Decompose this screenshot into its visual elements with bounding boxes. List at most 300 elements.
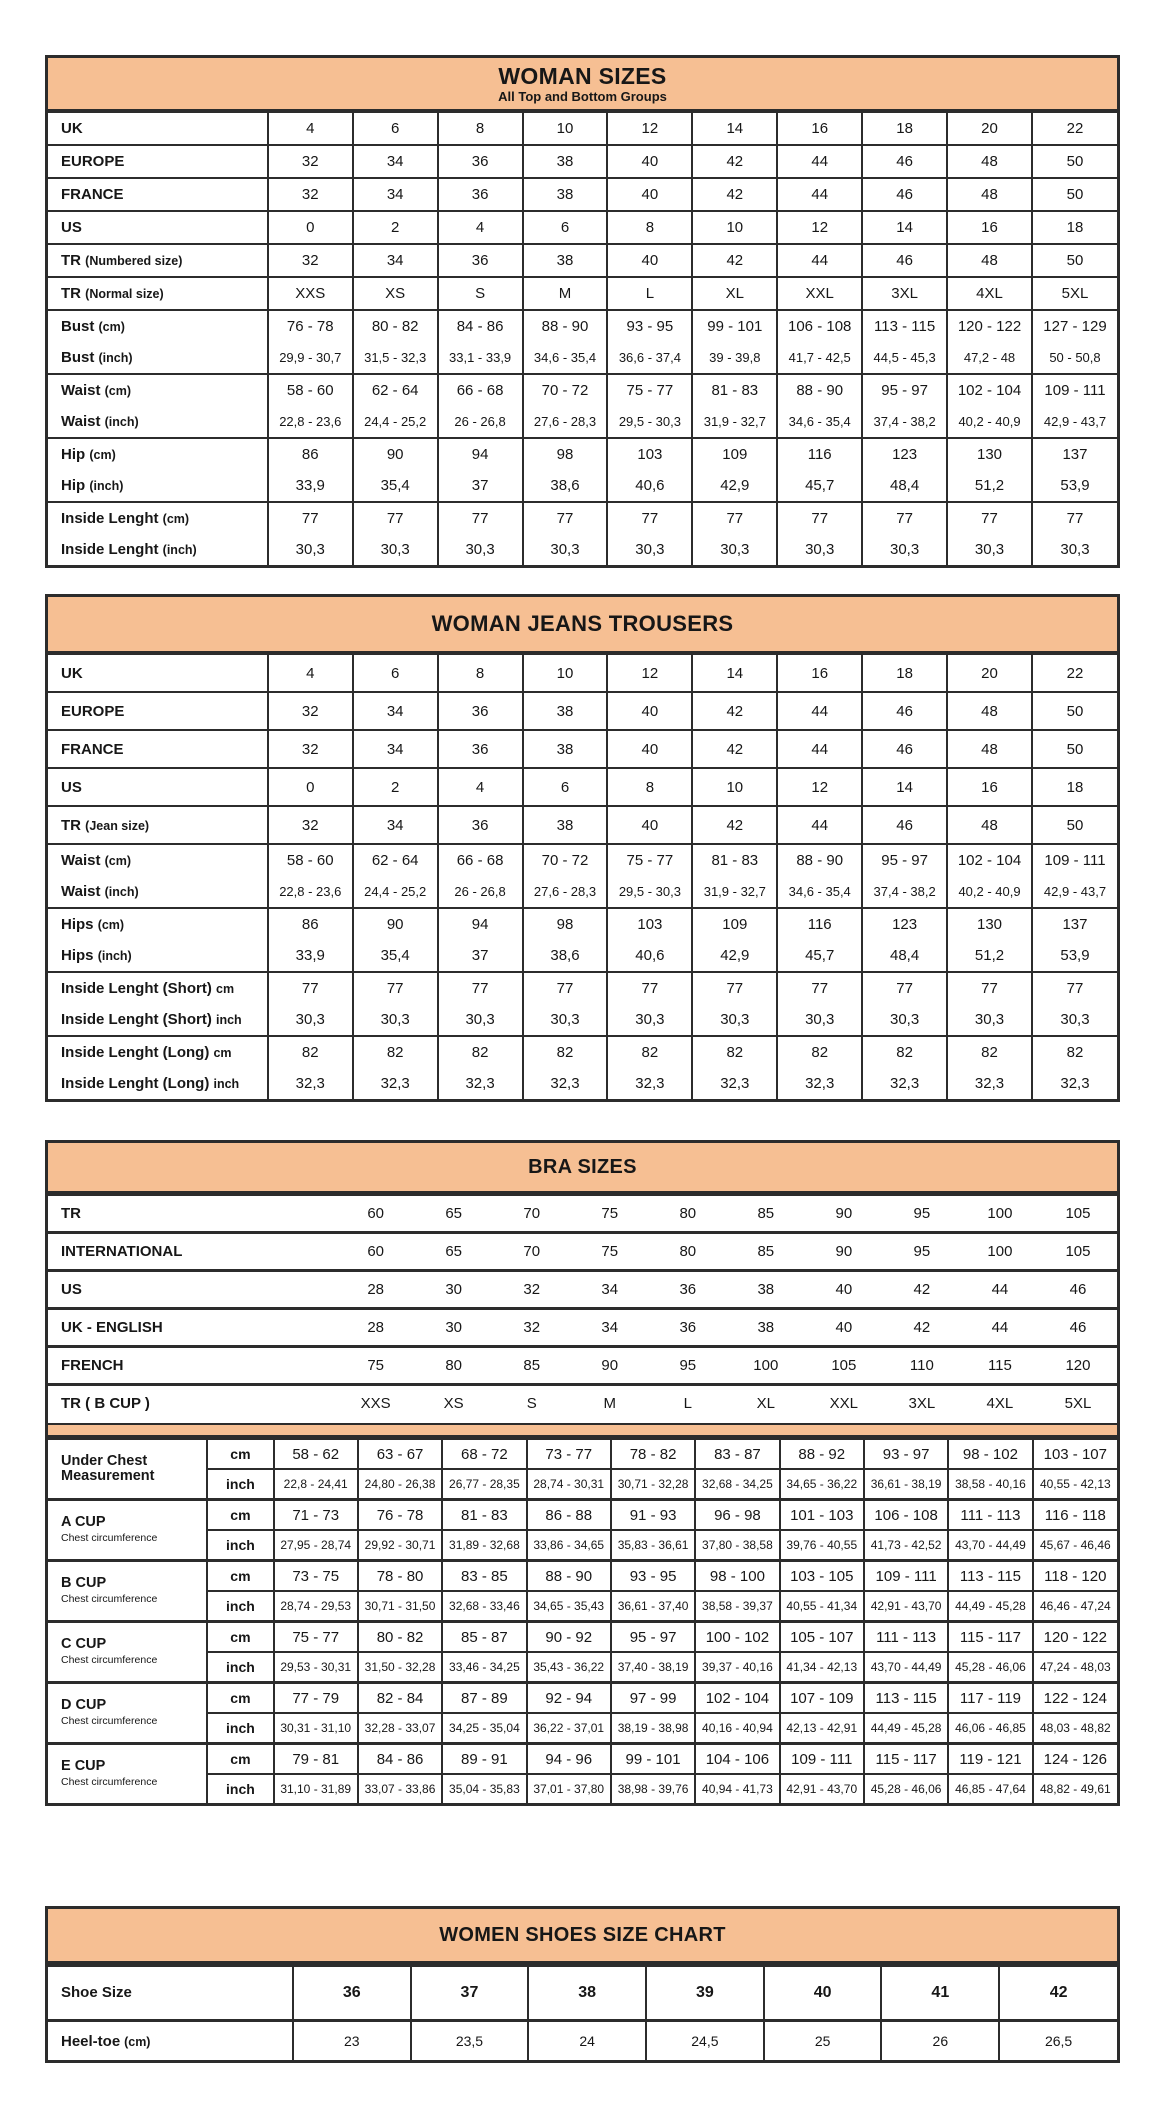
size-cell: 30 bbox=[445, 1281, 463, 1298]
size-cell: 111 - 113 bbox=[864, 1622, 948, 1653]
size-cell: 100 bbox=[987, 1205, 1013, 1222]
size-cell: 36 bbox=[438, 692, 523, 730]
size-cell: 99 - 101 bbox=[611, 1744, 695, 1775]
size-cell: 37,4 - 38,2 bbox=[862, 876, 947, 908]
size-cell: 33,9 bbox=[268, 940, 353, 972]
size-cell: 77 bbox=[947, 972, 1032, 1004]
row-label bbox=[48, 374, 268, 406]
row-group bbox=[48, 502, 1117, 565]
size-cell: 28,74 - 29,53 bbox=[274, 1591, 358, 1622]
size-cell: 105 bbox=[1065, 1243, 1091, 1260]
size-cell: 103 bbox=[607, 438, 692, 470]
size-cell: 77 bbox=[777, 502, 862, 534]
size-cell: 0 bbox=[268, 211, 353, 244]
size-cell: 42,9 bbox=[692, 470, 777, 502]
unit-label-cm: cm bbox=[207, 1622, 273, 1653]
size-cell: 43,70 - 44,49 bbox=[864, 1652, 948, 1683]
size-cell: 82 bbox=[268, 1036, 353, 1068]
size-cell: 24,4 - 25,2 bbox=[353, 406, 438, 438]
size-cell: 122 - 124 bbox=[1033, 1683, 1117, 1714]
size-cell: 32 bbox=[268, 730, 353, 768]
size-cell: 44 bbox=[777, 145, 862, 178]
size-cell: 2 bbox=[353, 768, 438, 806]
size-cell: 50 - 50,8 bbox=[1032, 342, 1117, 374]
row-label bbox=[48, 1233, 337, 1271]
size-cell: 40,2 - 40,9 bbox=[947, 876, 1032, 908]
size-cell: XL bbox=[692, 277, 777, 310]
size-cell: 32,68 - 33,46 bbox=[442, 1591, 526, 1622]
size-cell: 81 - 83 bbox=[692, 844, 777, 876]
size-cell: 85 bbox=[523, 1357, 541, 1374]
size-cell: 35,43 - 36,22 bbox=[527, 1652, 611, 1683]
size-cell: 88 - 90 bbox=[527, 1561, 611, 1592]
size-cell: 46 bbox=[1069, 1281, 1087, 1298]
row-label-text: Inside Lenght (Long) bbox=[61, 1075, 210, 1092]
size-cell: 48 bbox=[947, 730, 1032, 768]
size-cell: 38 bbox=[523, 178, 608, 211]
table-row bbox=[48, 1036, 1117, 1068]
size-cell: 30,3 bbox=[862, 1004, 947, 1036]
row-group bbox=[48, 768, 1117, 806]
woman-sizes-title: WOMAN SIZES bbox=[498, 63, 667, 89]
table-row bbox=[48, 1469, 1117, 1500]
table-row bbox=[48, 470, 1117, 502]
size-cell: 36 bbox=[438, 244, 523, 277]
table-row bbox=[48, 310, 1117, 342]
size-cell: 40 bbox=[607, 145, 692, 178]
size-cell: 46 bbox=[862, 730, 947, 768]
row-label-text: FRANCE bbox=[61, 740, 124, 758]
size-cell: XXL bbox=[829, 1395, 859, 1412]
woman-jeans-grid bbox=[48, 653, 1117, 1099]
women-shoes-title: WOMEN SHOES SIZE CHART bbox=[439, 1924, 726, 1946]
table-row bbox=[48, 768, 1117, 806]
unit-label-cm: cm bbox=[207, 1683, 273, 1714]
size-cell: 4XL bbox=[947, 277, 1032, 310]
row-label-note: cm bbox=[213, 1046, 232, 1060]
size-cell: 75 bbox=[601, 1243, 619, 1260]
size-cell: 77 bbox=[947, 502, 1032, 534]
size-cell: 16 bbox=[947, 211, 1032, 244]
size-cell: 30,3 bbox=[1032, 534, 1117, 565]
size-cell: 115 - 117 bbox=[864, 1744, 948, 1775]
size-cell: 30,3 bbox=[692, 534, 777, 565]
table-row bbox=[48, 145, 1117, 178]
size-cell: 105 - 107 bbox=[780, 1622, 864, 1653]
size-cell: 45,7 bbox=[777, 470, 862, 502]
size-cell: 86 bbox=[268, 438, 353, 470]
size-cell: 105 bbox=[831, 1357, 857, 1374]
row-label-text: TR bbox=[61, 252, 81, 269]
size-cell: 94 bbox=[438, 908, 523, 940]
row-label-note: (cm) bbox=[162, 512, 190, 526]
size-cell: 50 bbox=[1032, 178, 1117, 211]
size-cell: 30 bbox=[445, 1319, 463, 1336]
measurement-group bbox=[48, 1683, 1117, 1744]
row-label bbox=[48, 876, 268, 908]
row-group bbox=[48, 730, 1117, 768]
size-cell: 38,58 - 39,37 bbox=[695, 1591, 779, 1622]
size-cell: 42,91 - 43,70 bbox=[780, 1774, 864, 1803]
row-group bbox=[48, 806, 1117, 844]
size-cell: XXS bbox=[360, 1395, 391, 1412]
size-cell: 4 bbox=[268, 654, 353, 692]
row-label bbox=[48, 654, 268, 692]
size-cell: 77 bbox=[607, 502, 692, 534]
size-cell: 105 bbox=[1065, 1205, 1091, 1222]
row-label bbox=[48, 844, 268, 876]
row-label bbox=[48, 1271, 337, 1309]
row-label-note: (inch) bbox=[89, 479, 124, 493]
size-cell: 95 - 97 bbox=[611, 1622, 695, 1653]
size-cell: 12 bbox=[607, 112, 692, 145]
group-label bbox=[48, 1439, 207, 1500]
table-row bbox=[48, 1347, 1117, 1385]
size-cell: 100 bbox=[987, 1243, 1013, 1260]
bra-sizes-title: BRA SIZES bbox=[528, 1156, 637, 1178]
size-cell: 39,37 - 40,16 bbox=[695, 1652, 779, 1683]
table-row bbox=[48, 2021, 1117, 2061]
size-cell: 70 - 72 bbox=[523, 374, 608, 406]
size-cell: 80 bbox=[445, 1357, 463, 1374]
row-label-text: Hip bbox=[61, 477, 86, 494]
table-row bbox=[48, 1622, 1117, 1653]
size-cell: 24,5 bbox=[646, 2021, 764, 2061]
size-cell: 35,4 bbox=[353, 940, 438, 972]
size-cell: 34 bbox=[353, 692, 438, 730]
table-row bbox=[48, 908, 1117, 940]
size-cell: 32 bbox=[523, 1319, 541, 1336]
size-cell: 40,16 - 40,94 bbox=[695, 1713, 779, 1744]
measurement-group bbox=[48, 1744, 1117, 1804]
size-cell: 33,86 - 34,65 bbox=[527, 1530, 611, 1561]
size-cell: 30,3 bbox=[607, 534, 692, 565]
table-row bbox=[48, 1591, 1117, 1622]
row-group bbox=[48, 244, 1117, 277]
size-cell: 97 - 99 bbox=[611, 1683, 695, 1714]
size-cell: S bbox=[438, 277, 523, 310]
row-label bbox=[48, 342, 268, 374]
unit-label-inch: inch bbox=[207, 1774, 273, 1803]
size-cell: 50 bbox=[1032, 806, 1117, 844]
size-cell: 48 bbox=[947, 692, 1032, 730]
size-cell: 109 bbox=[692, 908, 777, 940]
row-label-text: FRENCH bbox=[61, 1357, 124, 1374]
size-cell: 109 - 111 bbox=[780, 1744, 864, 1775]
size-cell: 113 - 115 bbox=[862, 310, 947, 342]
size-cell: 38,19 - 38,98 bbox=[611, 1713, 695, 1744]
size-cell: 16 bbox=[947, 768, 1032, 806]
size-cell: 32,3 bbox=[777, 1068, 862, 1099]
size-cell: 28 bbox=[367, 1319, 384, 1336]
size-cell: 82 bbox=[607, 1036, 692, 1068]
size-cell: 30,3 bbox=[438, 534, 523, 565]
size-cell: 33,1 - 33,9 bbox=[438, 342, 523, 374]
row-label-note: (inch) bbox=[104, 885, 139, 899]
size-cell: 98 - 102 bbox=[948, 1439, 1032, 1470]
size-cell: 46 bbox=[862, 806, 947, 844]
row-label-text: TR ( B CUP ) bbox=[61, 1395, 150, 1412]
size-cell: 42 bbox=[913, 1319, 931, 1336]
group-label-text: Under Chest Measurement bbox=[61, 1453, 155, 1484]
size-cell: 50 bbox=[1032, 692, 1117, 730]
size-cell: 75 - 77 bbox=[607, 374, 692, 406]
size-cell: 38,6 bbox=[523, 470, 608, 502]
size-cell: 30,3 bbox=[353, 1004, 438, 1036]
size-cell: 20 bbox=[947, 112, 1032, 145]
size-cell: 86 bbox=[268, 908, 353, 940]
size-cell: 38,58 - 40,16 bbox=[948, 1469, 1032, 1500]
row-label-note: inch bbox=[213, 1077, 240, 1091]
size-cell: 4 bbox=[438, 768, 523, 806]
size-cell: 113 - 115 bbox=[864, 1683, 948, 1714]
size-cell: 95 bbox=[679, 1357, 697, 1374]
row-label bbox=[48, 730, 268, 768]
size-cell: 30,3 bbox=[777, 534, 862, 565]
size-cell: 77 bbox=[353, 972, 438, 1004]
row-group bbox=[48, 1309, 1117, 1347]
size-cell: 28 bbox=[367, 1281, 384, 1298]
size-cell: 93 - 97 bbox=[864, 1439, 948, 1470]
size-cell: 29,5 - 30,3 bbox=[607, 406, 692, 438]
size-cell: 103 - 105 bbox=[780, 1561, 864, 1592]
woman-sizes-header bbox=[48, 58, 1117, 111]
size-cell: 77 bbox=[353, 502, 438, 534]
size-cell: 82 bbox=[692, 1036, 777, 1068]
row-label-text: Waist bbox=[61, 382, 101, 399]
size-cell: 58 - 60 bbox=[268, 844, 353, 876]
size-cell: 37,01 - 37,80 bbox=[527, 1774, 611, 1803]
size-cell: 25 bbox=[764, 2021, 882, 2061]
unit-label-inch: inch bbox=[207, 1530, 273, 1561]
size-cell: 4 bbox=[438, 211, 523, 244]
row-label-text: UK bbox=[61, 120, 83, 137]
size-cell: 45,67 - 46,46 bbox=[1033, 1530, 1117, 1561]
table-row bbox=[48, 1774, 1117, 1803]
measurement-group bbox=[48, 1500, 1117, 1561]
row-label bbox=[48, 112, 268, 145]
size-cell: XXS bbox=[268, 277, 353, 310]
size-cell: 36 bbox=[679, 1281, 697, 1298]
group-label bbox=[48, 1561, 207, 1622]
size-cell: 81 - 83 bbox=[442, 1500, 526, 1531]
size-cell: 32 bbox=[268, 692, 353, 730]
size-cell: 38,98 - 39,76 bbox=[611, 1774, 695, 1803]
row-label bbox=[48, 1195, 337, 1233]
row-group bbox=[48, 908, 1117, 972]
row-label-text: UK bbox=[61, 664, 83, 682]
size-cell: 82 bbox=[353, 1036, 438, 1068]
size-cell: 66 - 68 bbox=[438, 374, 523, 406]
size-cell: 77 bbox=[777, 972, 862, 1004]
row-group bbox=[48, 211, 1117, 244]
size-cell: 18 bbox=[1032, 768, 1117, 806]
size-cell: 36,61 - 37,40 bbox=[611, 1591, 695, 1622]
row-label bbox=[48, 406, 268, 438]
size-cell: 83 - 87 bbox=[695, 1439, 779, 1470]
woman-jeans-table bbox=[45, 594, 1120, 1102]
size-cell: 37,4 - 38,2 bbox=[862, 406, 947, 438]
size-cell: 40 bbox=[607, 244, 692, 277]
size-cell: 36,6 - 37,4 bbox=[607, 342, 692, 374]
size-cell: 109 - 111 bbox=[1032, 844, 1117, 876]
size-cell: 42 bbox=[913, 1281, 931, 1298]
size-cell: 34,6 - 35,4 bbox=[523, 342, 608, 374]
size-cell: XS bbox=[353, 277, 438, 310]
size-cell: 22 bbox=[1032, 654, 1117, 692]
table-row bbox=[48, 806, 1117, 844]
size-cell: 130 bbox=[947, 908, 1032, 940]
size-cell: 58 - 62 bbox=[274, 1439, 358, 1470]
row-group bbox=[48, 438, 1117, 502]
size-cell: 30,3 bbox=[692, 1004, 777, 1036]
size-cell: 37 bbox=[438, 470, 523, 502]
size-cell: 30,3 bbox=[268, 534, 353, 565]
size-cell: 40 bbox=[835, 1281, 853, 1298]
size-cell: 34 bbox=[353, 730, 438, 768]
size-cell: 46 bbox=[862, 692, 947, 730]
size-cell: S bbox=[526, 1395, 537, 1412]
size-cell: 88 - 90 bbox=[523, 310, 608, 342]
size-cell: 66 - 68 bbox=[438, 844, 523, 876]
size-cell: 48,4 bbox=[862, 940, 947, 972]
row-label bbox=[48, 1004, 268, 1036]
row-group bbox=[48, 692, 1117, 730]
size-cell: 48,4 bbox=[862, 470, 947, 502]
table-row bbox=[48, 1195, 1117, 1233]
size-cell: 127 - 129 bbox=[1032, 310, 1117, 342]
size-cell: 6 bbox=[523, 768, 608, 806]
row-label bbox=[48, 2021, 293, 2061]
row-label-text: Bust bbox=[61, 318, 95, 335]
size-cell: 50 bbox=[1032, 730, 1117, 768]
row-label bbox=[48, 1347, 337, 1385]
size-cell: XL bbox=[756, 1395, 775, 1412]
size-cell: 30,3 bbox=[947, 1004, 1032, 1036]
size-cell: 115 bbox=[987, 1357, 1012, 1374]
size-cell: 12 bbox=[777, 211, 862, 244]
size-cell: 37,40 - 38,19 bbox=[611, 1652, 695, 1683]
group-label-text: A CUP bbox=[61, 1513, 106, 1530]
size-cell: 88 - 90 bbox=[777, 844, 862, 876]
group-label-text: C CUP bbox=[61, 1635, 107, 1652]
row-label-text: INTERNATIONAL bbox=[61, 1243, 183, 1260]
size-cell: 44 bbox=[777, 806, 862, 844]
table-row bbox=[48, 1233, 1117, 1271]
size-cell: 120 bbox=[1065, 1357, 1091, 1374]
size-cell: 40 bbox=[607, 178, 692, 211]
row-label-note: (cm) bbox=[97, 918, 125, 932]
table-row bbox=[48, 1530, 1117, 1561]
row-label-note: (cm) bbox=[124, 2034, 151, 2049]
size-cell: 32,28 - 33,07 bbox=[358, 1713, 442, 1744]
size-cell: 30,3 bbox=[523, 534, 608, 565]
table-row bbox=[48, 534, 1117, 565]
size-cell: 85 bbox=[757, 1205, 775, 1222]
row-label bbox=[48, 502, 268, 534]
size-cell: 40 bbox=[607, 806, 692, 844]
size-cell: 23,5 bbox=[411, 2021, 529, 2061]
size-cell: 42,91 - 43,70 bbox=[864, 1591, 948, 1622]
unit-label-inch: inch bbox=[207, 1713, 273, 1744]
row-group bbox=[48, 277, 1117, 310]
size-cell: 75 - 77 bbox=[607, 844, 692, 876]
size-cell: 34,6 - 35,4 bbox=[777, 406, 862, 438]
size-cell: 80 - 82 bbox=[353, 310, 438, 342]
size-cell: 12 bbox=[777, 768, 862, 806]
size-cell: 92 - 94 bbox=[527, 1683, 611, 1714]
size-cell: 30,71 - 32,28 bbox=[611, 1469, 695, 1500]
size-cell: 42 bbox=[692, 178, 777, 211]
row-label-note: (cm) bbox=[98, 320, 125, 334]
size-cell: 115 - 117 bbox=[948, 1622, 1032, 1653]
size-cell: 40 bbox=[607, 692, 692, 730]
row-label bbox=[48, 1036, 268, 1068]
size-cell: L bbox=[607, 277, 692, 310]
row-group bbox=[48, 178, 1117, 211]
size-cell: 77 - 79 bbox=[274, 1683, 358, 1714]
size-cell: L bbox=[683, 1395, 692, 1412]
row-label-text: Inside Lenght (Short) bbox=[61, 980, 212, 997]
group-label bbox=[48, 1500, 207, 1561]
size-cell: 93 - 95 bbox=[607, 310, 692, 342]
size-cell: 31,9 - 32,7 bbox=[692, 876, 777, 908]
size-cell: 77 bbox=[692, 972, 777, 1004]
row-label-text: Waist bbox=[61, 852, 101, 869]
size-cell: 29,92 - 30,71 bbox=[358, 1530, 442, 1561]
size-cell: 88 - 90 bbox=[777, 374, 862, 406]
size-cell: 34 bbox=[353, 178, 438, 211]
size-cell: 42,13 - 42,91 bbox=[780, 1713, 864, 1744]
size-cell: 77 bbox=[523, 502, 608, 534]
row-group bbox=[48, 310, 1117, 374]
size-cell: 44 bbox=[777, 730, 862, 768]
table-row bbox=[48, 1652, 1117, 1683]
size-cell: 32 bbox=[268, 145, 353, 178]
size-cell: 31,89 - 32,68 bbox=[442, 1530, 526, 1561]
table-row bbox=[48, 1439, 1117, 1470]
table-row bbox=[48, 654, 1117, 692]
size-cell: 107 - 109 bbox=[780, 1683, 864, 1714]
row-label bbox=[48, 768, 268, 806]
size-cell: 44,49 - 45,28 bbox=[864, 1713, 948, 1744]
size-cell: 116 bbox=[777, 908, 862, 940]
size-cell: 46 bbox=[862, 145, 947, 178]
size-cell: 77 bbox=[862, 502, 947, 534]
unit-label-cm: cm bbox=[207, 1439, 273, 1470]
size-cell: 46 bbox=[862, 178, 947, 211]
size-chart-page bbox=[0, 55, 1164, 2063]
size-cell: 90 bbox=[835, 1205, 853, 1222]
size-cell: 39 bbox=[646, 1966, 764, 2021]
woman-sizes-grid bbox=[48, 111, 1117, 565]
size-cell: 34 bbox=[601, 1319, 619, 1336]
unit-label-cm: cm bbox=[207, 1744, 273, 1775]
table-row bbox=[48, 438, 1117, 470]
table-row bbox=[48, 211, 1117, 244]
size-cell: 24,4 - 25,2 bbox=[353, 876, 438, 908]
row-label bbox=[48, 1068, 268, 1099]
table-row bbox=[48, 1004, 1117, 1036]
size-cell: 30,3 bbox=[607, 1004, 692, 1036]
size-cell: 36 bbox=[438, 145, 523, 178]
size-cell: 27,6 - 28,3 bbox=[523, 876, 608, 908]
size-cell: 36 bbox=[293, 1966, 411, 2021]
size-cell: 71 - 73 bbox=[274, 1500, 358, 1531]
row-label-text: Inside Lenght (Long) bbox=[61, 1044, 210, 1061]
size-cell: 6 bbox=[353, 112, 438, 145]
row-label-text: TR bbox=[61, 1205, 81, 1222]
